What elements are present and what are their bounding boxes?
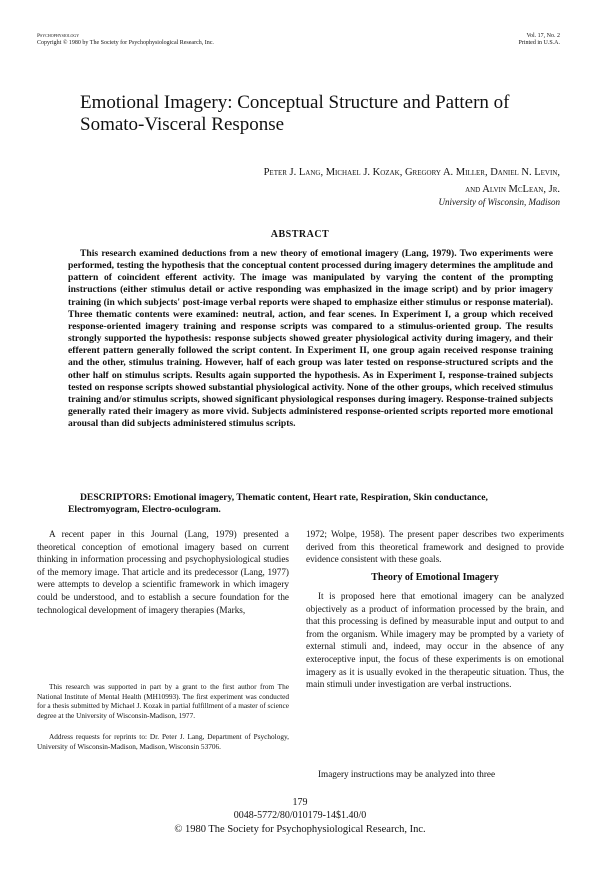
theory-paragraph: It is proposed here that emotional imagery can be analyzed objectively as a product of information processed by the brain, and that this processing is defined by measurable input and output to and from the organism. While imagery may be prompted by a variety of external stimuli and, indeed, may occur in the absence of any exteroceptive input, the focus of these experiments is on emotional imagery as it is usually evoked in the therapeutic situation. Thus, the main stimuli under investigation are verbal instructions. <box>306 591 564 690</box>
authors-line-1: Peter J. Lang, Michael J. Kozak, Gregory A. Miller, Daniel N. Levin, <box>263 167 560 178</box>
theory-paragraph-2: Imagery instructions may be analyzed into three <box>318 769 496 779</box>
article-code: 0048-5772/80/010179-14$1.40/0 <box>233 810 367 821</box>
affiliation: University of Wisconsin, Madison <box>438 197 560 207</box>
running-header-right <box>480 33 560 47</box>
intro-continuation: 1972; Wolpe, 1958). The present paper describes two experiments derived from this theoretical framework and designed to provide evidence consistent with these goals. <box>306 529 564 565</box>
journal-name: Psychophysiology <box>37 33 80 39</box>
printed-info: Printed in U.S.A. <box>518 40 560 46</box>
author-list <box>120 164 560 198</box>
footer-copyright: © 1980 The Society for Psychophysiological Research, Inc. <box>174 824 426 835</box>
header-copyright: Copyright © 1980 by The Society for Psychophysiological Research, Inc. <box>37 40 214 46</box>
authors-line-2: and Alvin McLean, Jr. <box>465 184 560 195</box>
descriptors: DESCRIPTORS: Emotional imagery, Thematic content, Heart rate, Respiration, Skin conductance, Electromyogram, Electro-oculogram. <box>68 492 488 516</box>
running-header-left <box>37 33 337 47</box>
paper-title: Emotional Imagery: Conceptual Structure and Pattern of Somato-Visceral Response <box>80 92 510 135</box>
footnote-funding: This research was supported in part by a grant to the first author from The National Institute of Mental Health (MH10993). The first experiment was conducted for a thesis submitted by Michael J. Kozak in partial fulfillment of a master of science degree at the University of Wisconsin-Madison, 1977. <box>37 682 289 720</box>
volume-info: Vol. 17, No. 2 <box>526 33 560 39</box>
intro-paragraph: A recent paper in this Journal (Lang, 1979) presented a theoretical conception of emotional imagery based on current thinking in information processing and psychophysiological studies of the memory image. That article and its predecessor (Lang, 1977) were attempts to develop a scientific framework in which imagery could be understood, and to establish a secure foundation for the technological development of imagery therapies (Marks, <box>37 529 289 615</box>
section-heading: Theory of Emotional Imagery <box>371 572 499 583</box>
abstract-text: This research examined deductions from a new theory of emotional imagery (Lang, 1979). Two experiments were performed, testing the hypothesis that the conceptual content processed during imagery determines the amplitude and pattern of coincident efferent activity. The image was manipulated by varying the content of the prompting instructions (either stimulus detail or active responding was emphasized in the image script) and by prior imagery training (in which subjects' post-image verbal reports were shaped to emphasize either stimulus or response material). Three thematic contents were examined: neutral, action, and fear scenes. In Experiment I, a group which received response-oriented imagery training and response scripts was compared to a stimulus-oriented group. The results strongly supported the hypothesis: response subjects showed greater physiological activity during imagery, and their efferent pattern generally followed the script content. In Experiment II, one group again received response training and the other, stimulus training. However, half of each group was later tested on response-structured scripts and the other half on stimulus scripts. Results again supported the hypothesis. As in Experiment I, response-trained subjects tested on response scripts showed substantial physiological activity. None of the other groups, which received stimulus training and/or stimulus scripts, showed significant physiological responses during imagery. Response-trained subjects generally rated their imagery as more vivid. Subjects administered response-oriented scripts reported more emotional arousal than did subjects administered stimulus scripts. <box>68 248 553 430</box>
abstract-heading: ABSTRACT <box>270 229 330 240</box>
page-number: 179 <box>292 797 308 808</box>
footnote-reprints: Address requests for reprints to: Dr. Peter J. Lang, Department of Psychology, University of Wisconsin-Madison, Madison, Wisconsin 53706. <box>37 732 289 751</box>
